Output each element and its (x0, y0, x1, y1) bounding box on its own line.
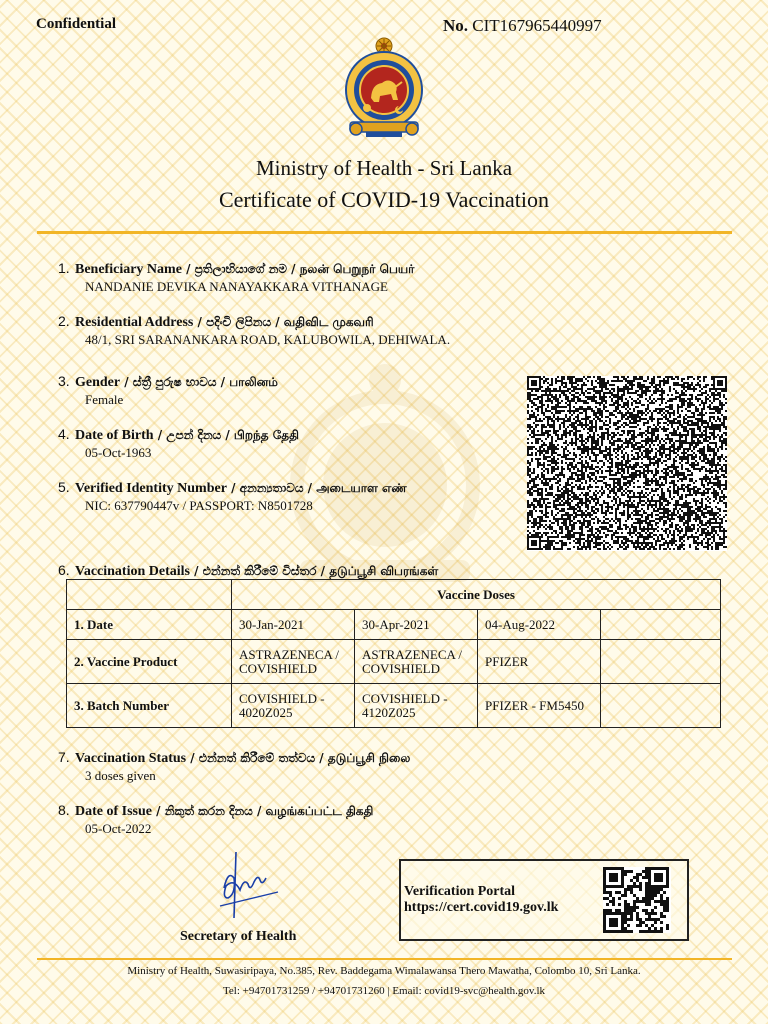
certificate-number-label: No. (443, 16, 469, 35)
emblem-watermark-icon (290, 360, 480, 590)
certificate-title: Certificate of COVID-19 Vaccination (218, 187, 550, 212)
verification-portal (404, 884, 558, 916)
table-header-row (67, 580, 721, 610)
table-corner-cell (67, 580, 232, 610)
field-label-local: / නිකුත් කරන දිනය / வழங்கப்பட்ட திகதி (152, 804, 374, 818)
field-number: 1. (58, 260, 70, 276)
table-row (67, 684, 721, 728)
footer-address: Ministry of Health, Suwasiripaya, No.385, Rev. Baddegama Wimalawansa Thero Mawatha, Colombo 10, Sri Lanka. (127, 965, 641, 977)
qr-code-icon (527, 376, 727, 551)
field-number: 5. (58, 479, 70, 495)
field-value: 05-Oct-1963 (85, 445, 152, 460)
table-cell: PFIZER (478, 640, 601, 684)
table-cell: 30-Apr-2021 (355, 610, 478, 640)
field-number: 3. (58, 373, 70, 389)
field-label-local: / එන්නත් කිරීමේ විස්තර / தடுப்பூசி விபரங்கள் (189, 564, 439, 578)
table-header-vaccine-doses: Vaccine Doses (232, 580, 721, 610)
header-divider (37, 231, 732, 234)
field-number: 4. (58, 426, 70, 442)
signature-icon (210, 848, 290, 928)
field-label: Date of Birth (75, 428, 154, 443)
table-cell: 30-Jan-2021 (232, 610, 355, 640)
table-row (67, 610, 721, 640)
field-label-local: / ස්ත්‍රී පුරුෂ භාවය / பாலினம் (120, 375, 278, 389)
field-label: Date of Issue (75, 804, 152, 819)
field-number: 6. (58, 562, 70, 578)
certificate-number (443, 16, 602, 36)
verification-qr-code-icon (603, 867, 671, 933)
field-label: Verified Identity Number (75, 481, 227, 496)
table-cell: ASTRAZENECA / COVISHIELD (355, 640, 478, 684)
field-number: 7. (58, 749, 70, 765)
field-date-of-issue (58, 802, 373, 837)
table-cell: PFIZER - FM5450 (478, 684, 601, 728)
field-value: NIC: 637790447v / PASSPORT: N8501728 (85, 498, 313, 513)
table-cell (601, 684, 721, 728)
field-number: 8. (58, 802, 70, 818)
table-cell: ASTRAZENECA / COVISHIELD (232, 640, 355, 684)
field-gender (58, 373, 278, 408)
vaccine-doses-table (66, 579, 721, 728)
field-label-local: / එන්නත් කිරීමේ තත්වය / தடுப்பூசி நிலை (186, 751, 411, 765)
field-label-local: / පදිංචි ලිපිනය / வதிவிட முகவரி (193, 315, 374, 329)
field-date-of-birth (58, 426, 299, 461)
field-residential-address (58, 313, 450, 348)
certificate-number-value: CIT167965440997 (472, 16, 602, 35)
footer-divider (37, 958, 732, 960)
sri-lanka-emblem-icon (344, 36, 424, 140)
field-identity-number (58, 479, 407, 514)
table-cell (601, 640, 721, 684)
field-value: Female (85, 392, 124, 407)
field-number: 2. (58, 313, 70, 329)
field-label: Beneficiary Name (75, 262, 182, 277)
verification-url[interactable]: https://cert.covid19.gov.lk (404, 900, 559, 915)
field-label-local: / උපන් දිනය / பிறந்த தேதி (153, 428, 299, 442)
table-cell (601, 610, 721, 640)
field-label-local: / ප්‍රතිලාභියාගේ නම / நலன் பெறுநர் பெயர் (181, 262, 415, 276)
field-vaccination-details (58, 562, 438, 580)
field-label: Vaccination Status (75, 751, 187, 766)
table-row (67, 640, 721, 684)
field-beneficiary-name (58, 260, 414, 295)
table-cell: COVISHIELD - 4020Z025 (232, 684, 355, 728)
field-label: Gender (75, 375, 121, 390)
field-label: Residential Address (75, 315, 194, 330)
field-label: Vaccination Details (75, 564, 190, 579)
row-label-batch-number: 3. Batch Number (67, 684, 232, 728)
footer-contact: Tel: +94701731259 / +94701731260 | Email: covid19-svc@health.gov.lk (222, 985, 546, 997)
row-label-date: 1. Date (67, 610, 232, 640)
verification-title: Verification Portal (404, 884, 516, 899)
field-vaccination-status (58, 749, 410, 784)
field-value: 48/1, SRI SARANANKARA ROAD, KALUBOWILA, DEHIWALA. (85, 332, 451, 347)
table-cell: 04-Aug-2022 (478, 610, 601, 640)
field-value: NANDANIE DEVIKA NANAYAKKARA VITHANAGE (85, 279, 388, 294)
field-value: 3 doses given (85, 768, 156, 783)
confidential-label: Confidential (36, 16, 117, 32)
table-cell: COVISHIELD - 4120Z025 (355, 684, 478, 728)
field-label-local: / අනන්‍යතාවය / அடையாள எண் (226, 481, 407, 495)
secretary-of-health-title: Secretary of Health (180, 929, 297, 944)
ministry-heading: Ministry of Health - Sri Lanka (255, 156, 513, 180)
field-value: 05-Oct-2022 (85, 821, 152, 836)
row-label-vaccine-product: 2. Vaccine Product (67, 640, 232, 684)
